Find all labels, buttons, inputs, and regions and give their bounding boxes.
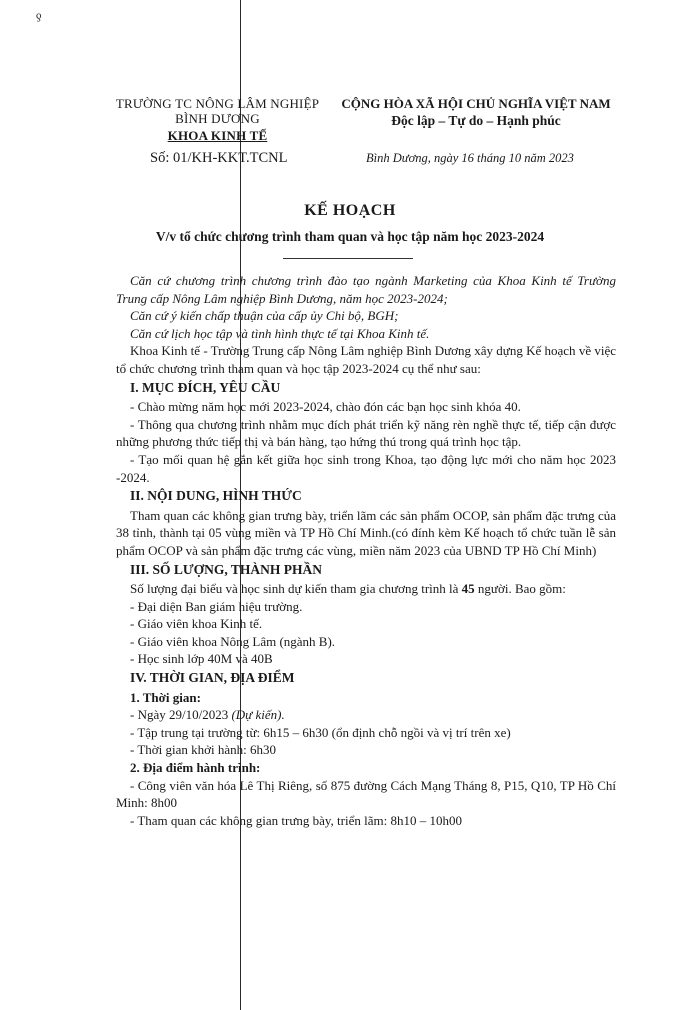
basis-item: Căn cứ ý kiến chấp thuận của cấp ủy Chi bộ, BGH; — [130, 308, 399, 324]
list-item: - Giáo viên khoa Kinh tế. — [130, 616, 263, 632]
intro-paragraph: Khoa Kinh tế - Trường Trung cấp Nông Lâm nghiệp Bình Dương xây dựng Kế hoạch về việc tổ chức chương trình tham quan và học tập 2023-2024 cụ thể như sau: — [116, 343, 616, 376]
national-header — [340, 96, 612, 129]
section-heading: I. MỤC ĐÍCH, YÊU CẦU — [130, 379, 281, 395]
document-title: KẾ HOẠCH — [304, 202, 396, 219]
school-name-line1: TRƯỜNG TC NÔNG LÂM NGHIỆP — [115, 96, 320, 111]
list-item: - Thời gian khởi hành: 6h30 — [130, 742, 277, 758]
list-item: - Đại diện Ban giám hiệu trường. — [130, 598, 303, 614]
list-item: - Học sinh lớp 40M và 40B — [130, 651, 273, 667]
event-date: - Ngày 29/10/2023 — [130, 707, 232, 723]
document-body — [116, 272, 616, 829]
list-item: - Tham quan các không gian trưng bày, triển lãm: 8h10 – 10h00 — [130, 812, 462, 828]
document-subtitle: V/v tổ chức chương trình tham quan và học tập năm học 2023-2024 — [155, 229, 545, 244]
list-item: - Tập trung tại trường từ: 6h15 – 6h30 (ổn định chỗ ngồi và vị trí trên xe) — [130, 724, 511, 740]
institution-header — [110, 96, 325, 143]
document-number: Số: 01/KH-KKT.TCNL — [150, 150, 288, 166]
basis-item: Căn cứ chương trình chương trình đào tạo ngành Marketing của Khoa Kinh tế Trường Trung cấp Nông Lâm nghiệp Bình Dương, năm học 2023-2024; — [116, 273, 616, 306]
participant-count-line — [116, 580, 616, 598]
event-date-note: (Dự kiến). — [231, 707, 285, 723]
count-text-after: người. Bao gồm: — [474, 581, 566, 597]
section-paragraph: Tham quan các không gian trưng bày, triển lãm các sản phẩm OCOP, sản phẩm đặc trưng của 38 tỉnh, thành tại 05 vùng miền và TP Hồ Chí Minh.(có đính kèm Kế hoạch tổ chức tuần lễ sản phẩm OCOP và sản phẩm đặc trưng các vùng, miền năm 2023 của UBND TP Hồ Chí Minh) — [116, 507, 616, 558]
national-title: CỘNG HÒA XÃ HỘI CHỦ NGHĨA VIỆT NAM — [341, 96, 611, 111]
document-date: Bình Dương, ngày 16 tháng 10 năm 2023 — [366, 151, 574, 165]
national-motto: Độc lập – Tự do – Hạnh phúc — [391, 113, 561, 128]
corner-mark: ƍ — [36, 8, 42, 22]
list-item: - Giáo viên khoa Nông Lâm (ngành B). — [130, 633, 336, 649]
subsection-heading: 2. Địa điểm hành trình: — [130, 760, 261, 776]
title-divider — [283, 258, 413, 259]
subsection-heading: 1. Thời gian: — [130, 689, 201, 705]
list-item: - Thông qua chương trình nhằm mục đích phát triển kỹ năng rèn nghề thực tế, tiếp cận được những phương thức tiếp thị và bán hàng, tạo hứng thú trong quá trình học tập. — [116, 416, 616, 450]
participant-count: 45 — [461, 581, 475, 597]
list-item — [130, 706, 616, 724]
list-item: - Tạo mối quan hệ gắn kết giữa học sinh trong Khoa, tạo động lực mới cho năm học 2023 -2024. — [116, 451, 616, 485]
school-name-line2: BÌNH DƯƠNG — [175, 111, 260, 126]
section-heading: II. NỘI DUNG, HÌNH THỨC — [130, 488, 302, 504]
section-heading: IV. THỜI GIAN, ĐỊA ĐIỂM — [130, 670, 295, 686]
department-name: KHOA KINH TẾ — [167, 128, 268, 143]
count-text-before: Số lượng đại biểu và học sinh dự kiến tham gia chương trình là — [130, 581, 462, 597]
list-item: - Công viên văn hóa Lê Thị Riêng, số 875 đường Cách Mạng Tháng 8, P15, Q10, TP Hồ Chí Minh: 8h00 — [116, 777, 616, 811]
list-item: - Chào mừng năm học mới 2023-2024, chào đón các bạn học sinh khóa 40. — [130, 399, 521, 415]
section-heading: III. SỐ LƯỢNG, THÀNH PHẦN — [130, 561, 323, 577]
basis-item: Căn cứ lịch học tập và tình hình thực tế tại Khoa Kinh tế. — [130, 325, 430, 341]
